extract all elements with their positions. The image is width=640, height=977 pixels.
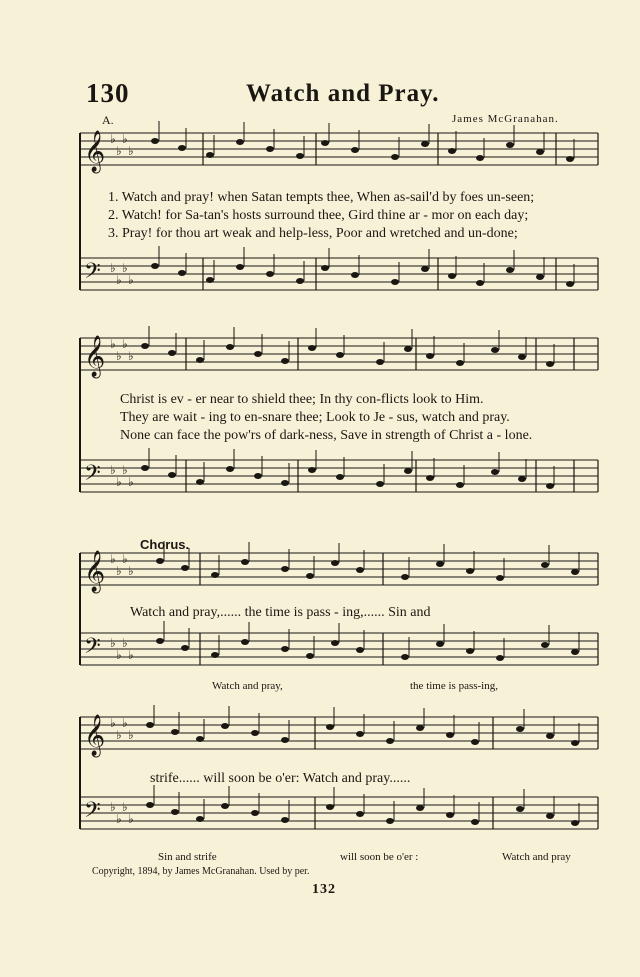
treble-2-note	[226, 344, 234, 350]
bass-2-note	[456, 482, 464, 488]
bass-3-note	[331, 640, 339, 646]
treble-4-note	[196, 736, 204, 742]
treble-3-note	[571, 569, 579, 575]
treble-1-note	[421, 141, 429, 147]
bass-4-note	[416, 805, 424, 811]
bass-2-note	[518, 476, 526, 482]
bass-1-note	[321, 265, 329, 271]
treble-2-note	[491, 347, 499, 353]
bass-4-note	[546, 813, 554, 819]
treble-1-note	[391, 154, 399, 160]
bass-2-note	[546, 483, 554, 489]
key-flat: ♭	[116, 273, 122, 287]
treble-4-note	[416, 725, 424, 731]
treble-3-note	[306, 573, 314, 579]
treble-2-note	[141, 343, 149, 349]
key-flat: ♭	[110, 636, 116, 650]
bass-4-note	[571, 820, 579, 826]
treble-4-note	[471, 739, 479, 745]
treble-clef-2: 𝄞	[84, 336, 106, 377]
key-flat: ♭	[116, 475, 122, 489]
bass-4-note	[446, 812, 454, 818]
key-flat: ♭	[116, 648, 122, 662]
chorus-bass-lyric-2b: will soon be o'er :	[340, 851, 419, 863]
treble-1-note	[266, 146, 274, 152]
key-flat: ♭	[110, 552, 116, 566]
treble-1-note	[536, 149, 544, 155]
treble-3-note	[181, 565, 189, 571]
treble-2-note	[196, 357, 204, 363]
bass-3-note	[356, 647, 364, 653]
key-flat: ♭	[122, 552, 128, 566]
bass-1-note	[421, 266, 429, 272]
chorus-bass-lyric-1a: Watch and pray,	[212, 680, 283, 692]
treble-4-note	[171, 729, 179, 735]
treble-1-note	[566, 156, 574, 162]
key-flat: ♭	[128, 349, 134, 363]
key-flat: ♭	[122, 132, 128, 146]
bass-3-note	[181, 645, 189, 651]
bass-1-note	[178, 270, 186, 276]
treble-2-note	[308, 345, 316, 351]
tune-label: A.	[102, 113, 114, 127]
bass-clef-4: 𝄢	[84, 798, 101, 828]
treble-clef-1: 𝄞	[84, 131, 106, 172]
bass-2-note	[226, 466, 234, 472]
copyright-notice: Copyright, 1894, by James McGranahan. Used by per.	[92, 866, 310, 877]
treble-4-note	[546, 733, 554, 739]
bass-3-note	[466, 648, 474, 654]
bass-2-note	[376, 481, 384, 487]
key-flat: ♭	[116, 144, 122, 158]
key-flat: ♭	[128, 648, 134, 662]
treble-3-note	[401, 574, 409, 580]
bass-4-note	[326, 804, 334, 810]
key-flat: ♭	[122, 636, 128, 650]
treble-3-note	[331, 560, 339, 566]
treble-1-note	[321, 140, 329, 146]
hymn-number: 130	[86, 78, 130, 108]
bass-2-note	[281, 480, 289, 486]
key-flat: ♭	[110, 337, 116, 351]
bass-1-note	[476, 280, 484, 286]
bass-4-note	[471, 819, 479, 825]
chorus-lyric-1: Watch and pray,...... the time is pass - ing,...... Sin and	[130, 605, 431, 620]
page-number: 132	[312, 882, 336, 897]
treble-1-note	[151, 138, 159, 144]
treble-2-note	[546, 361, 554, 367]
treble-1-note	[296, 153, 304, 159]
bass-4-note	[221, 803, 229, 809]
bass-3-note	[541, 642, 549, 648]
bass-1-note	[566, 281, 574, 287]
treble-3-note	[436, 561, 444, 567]
treble-4-note	[386, 738, 394, 744]
treble-4-note	[571, 740, 579, 746]
treble-2-note	[254, 351, 262, 357]
treble-4-note	[446, 732, 454, 738]
key-flat: ♭	[128, 564, 134, 578]
treble-1-note	[178, 145, 186, 151]
bass-4-note	[356, 811, 364, 817]
treble-2-note	[281, 358, 289, 364]
key-flat: ♭	[110, 261, 116, 275]
bass-clef-1: 𝄢	[84, 259, 101, 289]
bass-2-note	[404, 468, 412, 474]
key-flat: ♭	[110, 800, 116, 814]
key-flat: ♭	[110, 463, 116, 477]
bass-1-note	[391, 279, 399, 285]
treble-3-note	[496, 575, 504, 581]
chorus-lyric-2: strife...... will soon be o'er: Watch and pray......	[150, 771, 411, 786]
key-flat: ♭	[128, 273, 134, 287]
bass-2-note	[426, 475, 434, 481]
bass-3-note	[306, 653, 314, 659]
bass-4-note	[516, 806, 524, 812]
bass-3-note	[241, 639, 249, 645]
key-flat: ♭	[122, 716, 128, 730]
treble-1-note	[236, 139, 244, 145]
treble-2-note	[426, 353, 434, 359]
treble-3-note	[156, 558, 164, 564]
treble-3-note	[281, 566, 289, 572]
treble-3-note	[356, 567, 364, 573]
treble-4-note	[146, 722, 154, 728]
treble-2-note	[376, 359, 384, 365]
treble-4-note	[356, 731, 364, 737]
key-flat: ♭	[110, 132, 116, 146]
bass-4-note	[281, 817, 289, 823]
bass-2-note	[308, 467, 316, 473]
bass-1-note	[296, 278, 304, 284]
key-flat: ♭	[128, 144, 134, 158]
treble-4-note	[221, 723, 229, 729]
bass-3-note	[156, 638, 164, 644]
verse-1-line-2: Christ is ev - er near to shield thee; In thy con-flicts look to Him.	[120, 392, 484, 407]
treble-1-note	[351, 147, 359, 153]
treble-2-note	[456, 360, 464, 366]
bass-3-note	[211, 652, 219, 658]
bass-clef-2: 𝄢	[84, 461, 101, 491]
treble-clef-4: 𝄞	[84, 715, 106, 756]
bass-1-note	[236, 264, 244, 270]
treble-4-note	[281, 737, 289, 743]
verse-3-line-1: 3. Pray! for thou art weak and help-less, Poor and wretched and un-done;	[108, 226, 518, 241]
bass-2-note	[141, 465, 149, 471]
treble-3-note	[241, 559, 249, 565]
verse-1-line-1: 1. Watch and pray! when Satan tempts thee, When as-sail'd by foes un-seen;	[108, 190, 535, 205]
treble-2-note	[518, 354, 526, 360]
chorus-label: Chorus.	[140, 537, 190, 552]
bass-3-note	[281, 646, 289, 652]
treble-3-note	[211, 572, 219, 578]
bass-4-note	[146, 802, 154, 808]
chorus-bass-lyric-2a: Sin and strife	[158, 851, 217, 863]
bass-clef-3: 𝄢	[84, 634, 101, 664]
bass-2-note	[491, 469, 499, 475]
key-flat: ♭	[122, 261, 128, 275]
bass-1-note	[506, 267, 514, 273]
bass-2-note	[336, 474, 344, 480]
bass-1-note	[266, 271, 274, 277]
key-flat: ♭	[116, 349, 122, 363]
treble-1-note	[506, 142, 514, 148]
treble-clef-3: 𝄞	[84, 551, 106, 592]
treble-1-note	[476, 155, 484, 161]
key-flat: ♭	[128, 812, 134, 826]
treble-4-note	[516, 726, 524, 732]
treble-2-note	[168, 350, 176, 356]
bass-2-note	[254, 473, 262, 479]
key-flat: ♭	[116, 728, 122, 742]
treble-1-note	[206, 152, 214, 158]
chorus-bass-lyric-1b: the time is pass-ing,	[410, 680, 498, 692]
bass-4-note	[171, 809, 179, 815]
bass-4-note	[196, 816, 204, 822]
key-flat: ♭	[122, 337, 128, 351]
bass-3-note	[496, 655, 504, 661]
bass-3-note	[436, 641, 444, 647]
key-flat: ♭	[110, 716, 116, 730]
treble-3-note	[541, 562, 549, 568]
treble-2-note	[336, 352, 344, 358]
verse-2-line-2: They are wait - ing to en-snare thee; Look to Je - sus, watch and pray.	[120, 410, 510, 425]
key-flat: ♭	[122, 463, 128, 477]
treble-3-note	[466, 568, 474, 574]
treble-2-note	[404, 346, 412, 352]
chorus-bass-lyric-2c: Watch and pray	[502, 851, 571, 863]
bass-3-note	[401, 654, 409, 660]
treble-4-note	[326, 724, 334, 730]
bass-1-note	[448, 273, 456, 279]
key-flat: ♭	[116, 564, 122, 578]
composer-credit: James McGranahan.	[452, 113, 559, 125]
bass-1-note	[351, 272, 359, 278]
key-flat: ♭	[122, 800, 128, 814]
hymn-title: Watch and Pray.	[246, 80, 440, 107]
bass-2-note	[196, 479, 204, 485]
bass-4-note	[251, 810, 259, 816]
verse-2-line-1: 2. Watch! for Sa-tan's hosts surround thee, Gird thine ar - mor on each day;	[108, 208, 529, 223]
bass-2-note	[168, 472, 176, 478]
bass-4-note	[386, 818, 394, 824]
bass-1-note	[151, 263, 159, 269]
bass-1-note	[206, 277, 214, 283]
verse-3-line-2: None can face the pow'rs of dark-ness, Save in strength of Christ a - lone.	[120, 428, 533, 443]
key-flat: ♭	[128, 475, 134, 489]
treble-1-note	[448, 148, 456, 154]
key-flat: ♭	[128, 728, 134, 742]
bass-1-note	[536, 274, 544, 280]
bass-3-note	[571, 649, 579, 655]
key-flat: ♭	[116, 812, 122, 826]
treble-4-note	[251, 730, 259, 736]
